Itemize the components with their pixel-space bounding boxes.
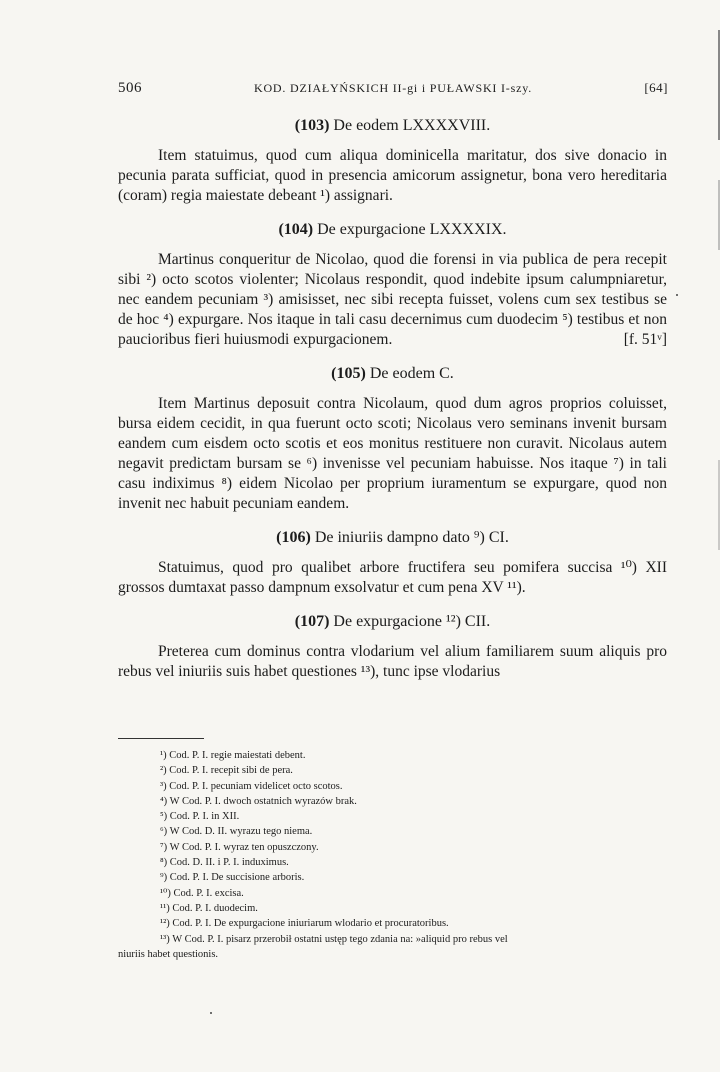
paragraph-text: Martinus conqueritur de Nicolao, quod die forensi in via publica de pera recepit sibi ²) octo scotos violenter; Nicolaus respondit, quod indebite ipsum calumpniaretur, nec eandem pecuniam ³) amisisset, nec sibi recepta fuisset, volens cum sex testibus se de hoc ⁴) expurgare. Nos itaque in tali casu decernimus cum duodecim ⁵) testibus et non paucioribus fieri huiusmodi expurgacionem. xyxy=(118,251,667,348)
section-heading-103 xyxy=(118,116,667,136)
section-number: (103) xyxy=(294,117,330,134)
section-title: De expurgacione ¹²) CII. xyxy=(329,613,491,630)
footnote-13-continuation: niuriis habet questionis. xyxy=(118,948,219,960)
folio-marker: [f. 51ᵛ] xyxy=(623,331,667,348)
section-paragraph-106: Statuimus, quod pro qualibet arbore fructifera seu pomifera succisa ¹⁰) XII grossos dumtaxat passo dampnum exsolvatur et cum pena XV ¹¹). xyxy=(118,559,667,596)
section-title: De eodem LXXXXVIII. xyxy=(329,117,491,134)
footnote-11: ¹¹) Cod. P. I. duodecim. xyxy=(160,902,258,914)
footnote-3: ³) Cod. P. I. pecuniam videlicet octo scotos. xyxy=(160,780,343,792)
section-paragraph-103: Item statuimus, quod cum aliqua dominicella maritatur, dos sive donacio in pecunia parata sufficiat, quod in presencia amicorum assignetur, bona vero hereditaria (coram) regia maiestate debeant ¹) assignari. xyxy=(118,147,667,204)
section-reference: [64] xyxy=(644,80,668,95)
footnote-1: ¹) Cod. P. I. regie maiestati debent. xyxy=(160,750,306,761)
print-speck xyxy=(676,294,678,296)
footnote-10: ¹⁰) Cod. P. I. excisa. xyxy=(160,887,244,899)
running-header xyxy=(118,80,668,100)
footnotes xyxy=(118,748,667,962)
footnote-7: ⁷) W Cod. P. I. wyraz ten opuszczony. xyxy=(160,841,319,853)
section-paragraph-105: Item Martinus deposuit contra Nicolaum, quod dum agros proprios coluisset, bursa eidem cecidit, in qua fuerunt octo scoti; Nicolaus vero seminans invenit bursam eandem cum eisdem octo scotis et eos monitus restituere non curavit. Nicolaus autem negavit predictam bursam se ⁶) invenisse vel pecuniam habuisse. Nos itaque ⁷) in tali casu indiximus ⁸) eidem Nicolao per proprium iuramentum se expurgare, quod non invenit nec habuit pecuniam eandem. xyxy=(118,395,667,512)
footnote-12: ¹²) Cod. P. I. De expurgacione iniuriarum wlodario et procuratoribus. xyxy=(160,918,449,930)
section-number: (105) xyxy=(331,365,366,382)
section-paragraph-104 xyxy=(118,250,667,350)
section-heading-104 xyxy=(118,220,667,240)
section-heading-105 xyxy=(118,364,667,384)
footnote-6: ⁶) W Cod. D. II. wyrazu tego niema. xyxy=(160,826,313,838)
footnote-5: ⁵) Cod. P. I. in XII. xyxy=(160,811,240,823)
footnote-4: ⁴) W Cod. P. I. dwoch ostatnich wyrazów brak. xyxy=(160,795,357,807)
footnote-9: ⁹) Cod. P. I. De succisione arboris. xyxy=(160,872,305,884)
running-title: KOD. DZIAŁYŃSKICH II-gi i PUŁAWSKI I-szy. xyxy=(253,81,533,95)
footnote-8: ⁸) Cod. D. II. i P. I. induximus. xyxy=(160,857,289,869)
main-text xyxy=(118,116,667,696)
section-title: De iniuriis dampno dato ⁹) CI. xyxy=(310,529,509,546)
section-heading-106 xyxy=(118,528,667,548)
print-speck xyxy=(210,1012,212,1014)
section-title: De expurgacione LXXXXIX. xyxy=(313,221,507,238)
section-number: (107) xyxy=(294,613,330,630)
footnote-divider xyxy=(118,738,204,739)
footnote-13: ¹³) W Cod. P. I. pisarz przerobił ostatni ustęp tego zdania na: »aliquid pro rebus vel xyxy=(160,933,508,945)
section-title: De eodem C. xyxy=(365,365,454,382)
section-heading-107 xyxy=(118,612,667,632)
footnote-2: ²) Cod. P. I. recepit sibi de pera. xyxy=(160,765,293,777)
page-number: 506 xyxy=(118,80,142,96)
section-paragraph-107: Preterea cum dominus contra vlodarium vel alium familiarem suum aliquis pro rebus vel iniuriis suis habet questiones ¹³), tunc ipse vlodarius xyxy=(118,643,667,680)
section-number: (106) xyxy=(276,529,311,546)
section-number: (104) xyxy=(278,221,314,238)
